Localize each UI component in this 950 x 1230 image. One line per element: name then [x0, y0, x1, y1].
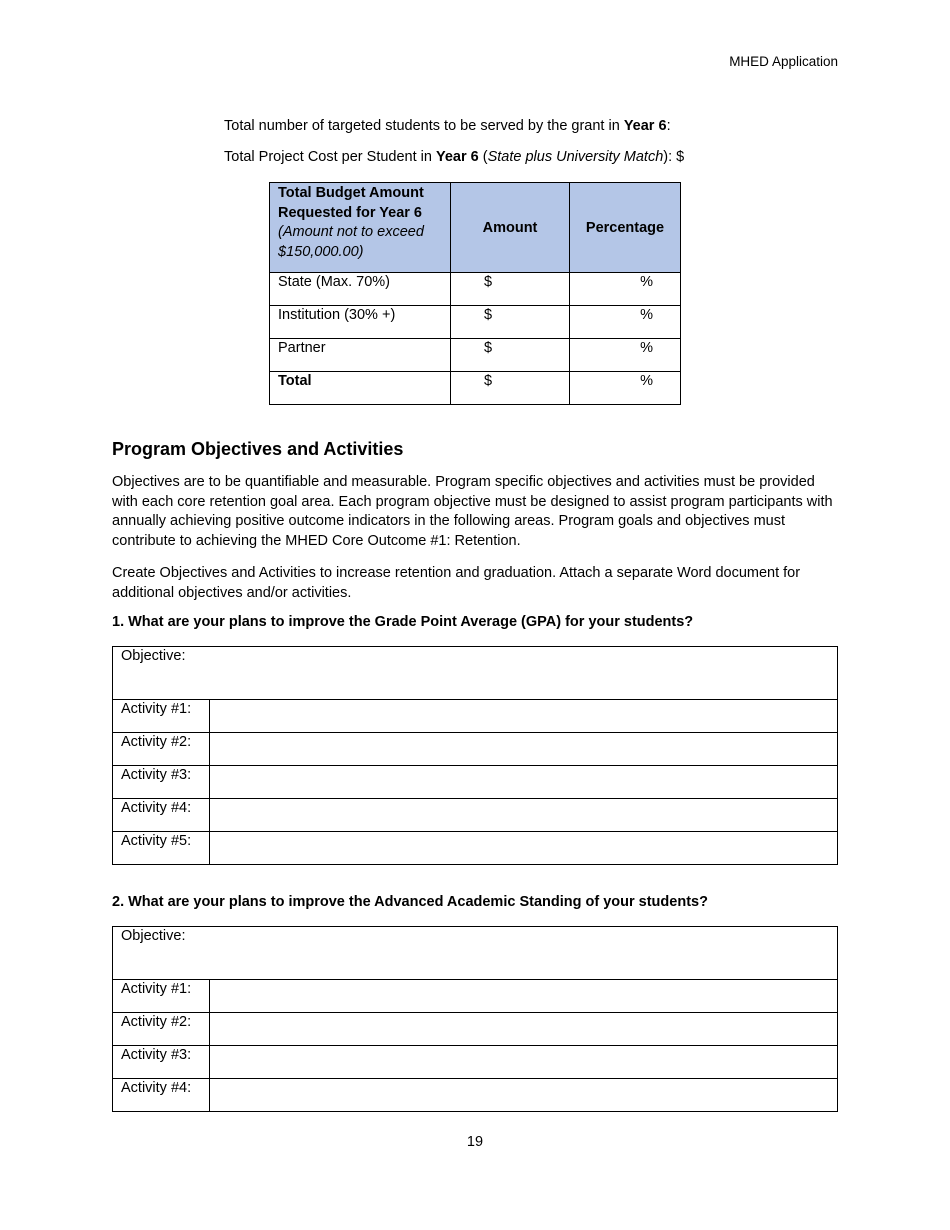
budget-amount-field[interactable]: $: [451, 273, 570, 306]
budget-header-row: [270, 183, 681, 273]
page-number: 19: [466, 1134, 484, 1150]
budget-header-title: [270, 183, 451, 273]
activity-label: Activity #1:: [113, 700, 210, 733]
activity-label: Activity #4:: [113, 1079, 210, 1112]
objective-table-1: [112, 646, 838, 865]
cost-italic: State plus University Match: [487, 149, 664, 165]
activity-label: Activity #5:: [113, 832, 210, 865]
activity-field[interactable]: [210, 832, 838, 865]
cost-prefix: Total Project Cost per Student in: [224, 149, 436, 165]
budget-row-label: Partner: [270, 339, 451, 372]
activity-row: [113, 700, 838, 733]
budget-row-total: [270, 372, 681, 405]
budget-header-percentage: Percentage: [570, 183, 681, 273]
budget-row-state: [270, 273, 681, 306]
activity-row: [113, 799, 838, 832]
activity-row: [113, 1079, 838, 1112]
budget-percent-field[interactable]: %: [570, 372, 681, 405]
objective-field[interactable]: Objective:: [113, 927, 838, 980]
students-suffix: :: [666, 118, 671, 134]
cost-paren-open: (: [478, 149, 488, 165]
objective-table-2: [112, 926, 838, 1112]
activity-label: Activity #3:: [113, 1046, 210, 1079]
activity-field[interactable]: [210, 1079, 838, 1112]
objective-field[interactable]: Objective:: [113, 647, 838, 700]
question-2: 2. What are your plans to improve the Advanced Academic Standing of your students?: [112, 894, 708, 910]
activity-row: [113, 733, 838, 766]
question-1: 1. What are your plans to improve the Grade Point Average (GPA) for your students?: [112, 614, 694, 630]
budget-amount-field[interactable]: $: [451, 372, 570, 405]
budget-header-paren: (: [278, 224, 283, 240]
targeted-students-line: [224, 118, 671, 134]
budget-header-italic: Amount not to exceed $150,000.00): [278, 224, 424, 260]
activity-row: [113, 980, 838, 1013]
budget-row-institution: [270, 306, 681, 339]
activity-field[interactable]: [210, 1013, 838, 1046]
cost-year: Year 6: [435, 149, 479, 165]
activity-label: Activity #4:: [113, 799, 210, 832]
budget-percent-field[interactable]: %: [570, 273, 681, 306]
budget-amount-field[interactable]: $: [451, 339, 570, 372]
activity-label: Activity #2:: [113, 1013, 210, 1046]
activity-field[interactable]: [210, 700, 838, 733]
budget-row-label: Institution (30% +): [270, 306, 451, 339]
instructions-paragraph-1: Objectives are to be quantifiable and measurable. Program specific objectives and activities must be provided with each core retention goal area. Each program objective must be designed to assist program participants with annually achieving positive outcome indicators in the following areas. Program goals and objectives must contribute to achieving the MHED Core Outcome #1: Retention.: [112, 474, 833, 549]
budget-row-partner: [270, 339, 681, 372]
cost-per-student-line: [224, 149, 684, 165]
budget-row-label: Total: [270, 372, 451, 405]
budget-table: [269, 182, 681, 405]
budget-header-bold: Total Budget Amount Requested for Year 6: [278, 185, 424, 221]
cost-suffix: ): $: [663, 149, 685, 165]
activity-row: [113, 1046, 838, 1079]
instructions-paragraph-2: Create Objectives and Activities to increase retention and graduation. Attach a separate Word document for additional objectives and/or activities.: [112, 565, 801, 601]
activity-row: [113, 766, 838, 799]
budget-percent-field[interactable]: %: [570, 339, 681, 372]
objective-row: [113, 647, 838, 700]
budget-header-amount: Amount: [451, 183, 570, 273]
activity-field[interactable]: [210, 733, 838, 766]
activity-label: Activity #2:: [113, 733, 210, 766]
activity-row: [113, 1013, 838, 1046]
budget-row-label: State (Max. 70%): [270, 273, 451, 306]
activity-label: Activity #3:: [113, 766, 210, 799]
budget-percent-field[interactable]: %: [570, 306, 681, 339]
activity-field[interactable]: [210, 980, 838, 1013]
running-header: MHED Application: [729, 54, 838, 69]
students-prefix: Total number of targeted students to be served by the grant in: [224, 118, 624, 134]
activity-label: Activity #1:: [113, 980, 210, 1013]
activity-field[interactable]: [210, 766, 838, 799]
activity-field[interactable]: [210, 799, 838, 832]
budget-amount-field[interactable]: $: [451, 306, 570, 339]
activity-field[interactable]: [210, 1046, 838, 1079]
activity-row: [113, 832, 838, 865]
students-year: Year 6: [623, 118, 667, 134]
objective-row: [113, 927, 838, 980]
section-title: Program Objectives and Activities: [112, 439, 404, 459]
